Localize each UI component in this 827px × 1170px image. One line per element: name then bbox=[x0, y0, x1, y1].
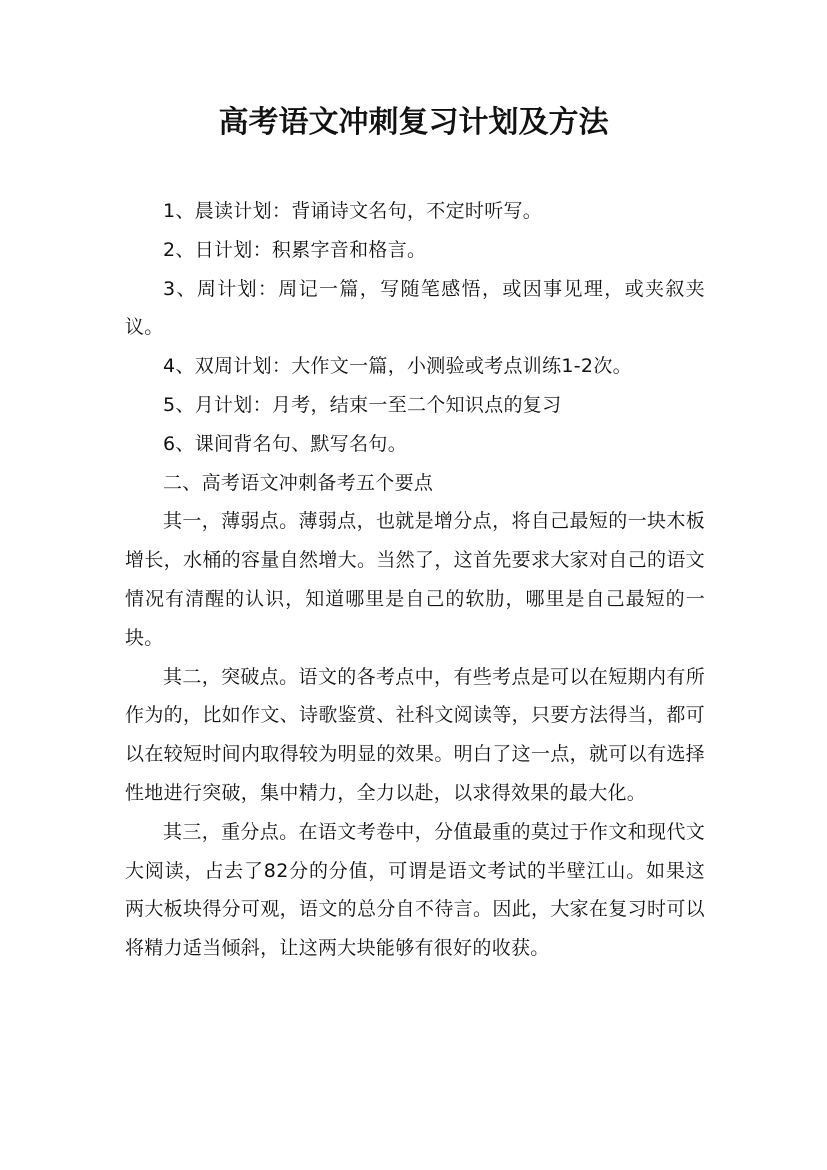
document-title: 高考语文冲刺复习计划及方法 bbox=[218, 105, 609, 140]
paragraph-monthly-plan: 5、月计划：月考，结束一至二个知识点的复习 bbox=[163, 393, 562, 416]
paragraph-weekly-plan: 3、周计划：周记一篇，写随笔感悟，或因事见理，或夹叙夹议。 bbox=[125, 277, 705, 339]
paragraph-breakthrough-points: 其二，突破点。语文的各考点中，有些考点是可以在短期内有所作为的，比如作文、诗歌鉴赏、社科文阅读等，只要方法得当，都可以在较短时间内取得较为明显的效果。明白了这一点，就可以有选择性地进行突破，集中精力，全力以赴，以求得效果的最大化。 bbox=[125, 665, 705, 804]
paragraph-daily-plan: 2、日计划：积累字音和格言。 bbox=[163, 238, 427, 261]
paragraph-break-recitation: 6、课间背名句、默写名句。 bbox=[163, 432, 407, 455]
document-body bbox=[125, 192, 705, 968]
paragraph-high-score-points: 其三，重分点。在语文考卷中，分值最重的莫过于作文和现代文大阅读，占去了82分的分值，可谓是语文考试的半壁江山。如果这两大板块得分可观，语文的总分自不待言。因此，大家在复习时可以将精力适当倾斜，让这两大块能够有很好的收获。 bbox=[125, 820, 705, 960]
paragraph-morning-reading-plan: 1、晨读计划：背诵诗文名句，不定时听写。 bbox=[163, 200, 543, 222]
section-heading-five-key-points: 二、高考语文冲刺备考五个要点 bbox=[163, 471, 434, 494]
paragraph-biweekly-plan: 4、双周计划：大作文一篇，小测验或考点训练1-2次。 bbox=[163, 355, 632, 378]
paragraph-weak-points: 其一，薄弱点。薄弱点，也就是增分点，将自己最短的一块木板增长，水桶的容量自然增大。当然了，这首先要求大家对自己的语文情况有清醒的认识，知道哪里是自己的软肋，哪里是自己最短的一块。 bbox=[125, 510, 705, 649]
